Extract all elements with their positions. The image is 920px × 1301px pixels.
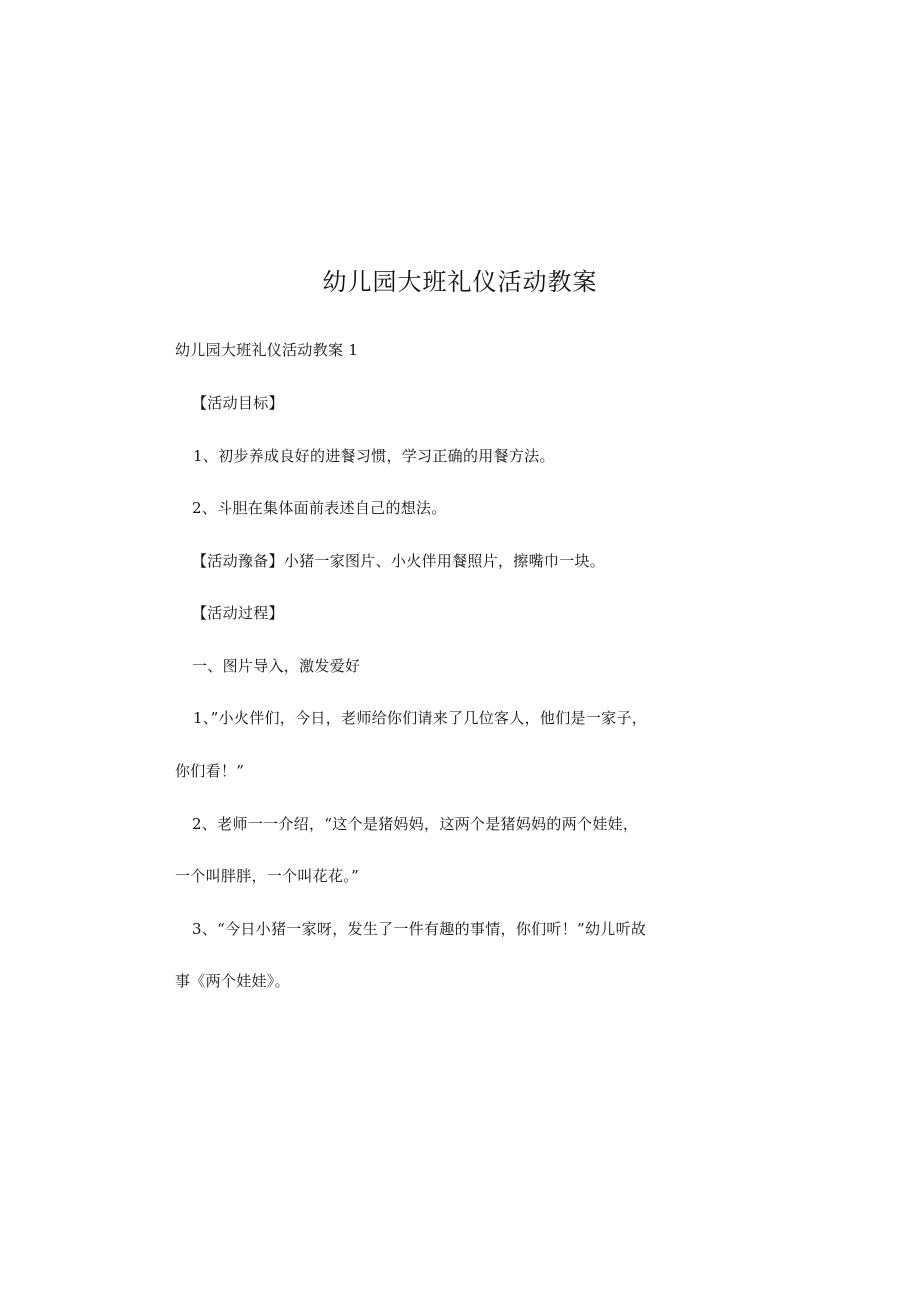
document-subtitle: 幼儿园大班礼仪活动教案 1 [175, 341, 359, 359]
goal-item-2: 2、斗胆在集体面前表述自己的想法。 [192, 499, 447, 517]
preparation-paragraph: 【活动豫备】小猪一家图片、小火伴用餐照片，擦嘴巾一块。 [192, 552, 606, 570]
goal-item-1: 1、初步养成良好的进餐习惯，学习正确的用餐方法。 [193, 447, 555, 465]
section-heading-goals: 【活动目标】 [192, 394, 284, 412]
process-paragraph-2-line-1: 2、老师一一介绍，“这个是猪妈妈，这两个是猪妈妈的两个娃娃， [192, 815, 639, 833]
process-paragraph-3-line-2: 事《两个娃娃》。 [175, 972, 290, 990]
process-paragraph-1-line-1: 1、”小火伴们，今日，老师给你们请来了几位客人，他们是一家子， [193, 709, 648, 727]
process-paragraph-2-line-2: 一个叫胖胖，一个叫花花。” [175, 867, 360, 885]
document-title: 幼儿园大班礼仪活动教案 [322, 268, 598, 296]
process-paragraph-3-line-1: 3、“今日小猪一家呀，发生了一件有趣的事情，你们听！”幼儿听故 [192, 920, 647, 938]
section-heading-process: 【活动过程】 [192, 604, 284, 622]
process-paragraph-1-line-2: 你们看！” [175, 762, 245, 780]
process-step-1-heading: 一、图片导入，激发爱好 [192, 657, 361, 675]
